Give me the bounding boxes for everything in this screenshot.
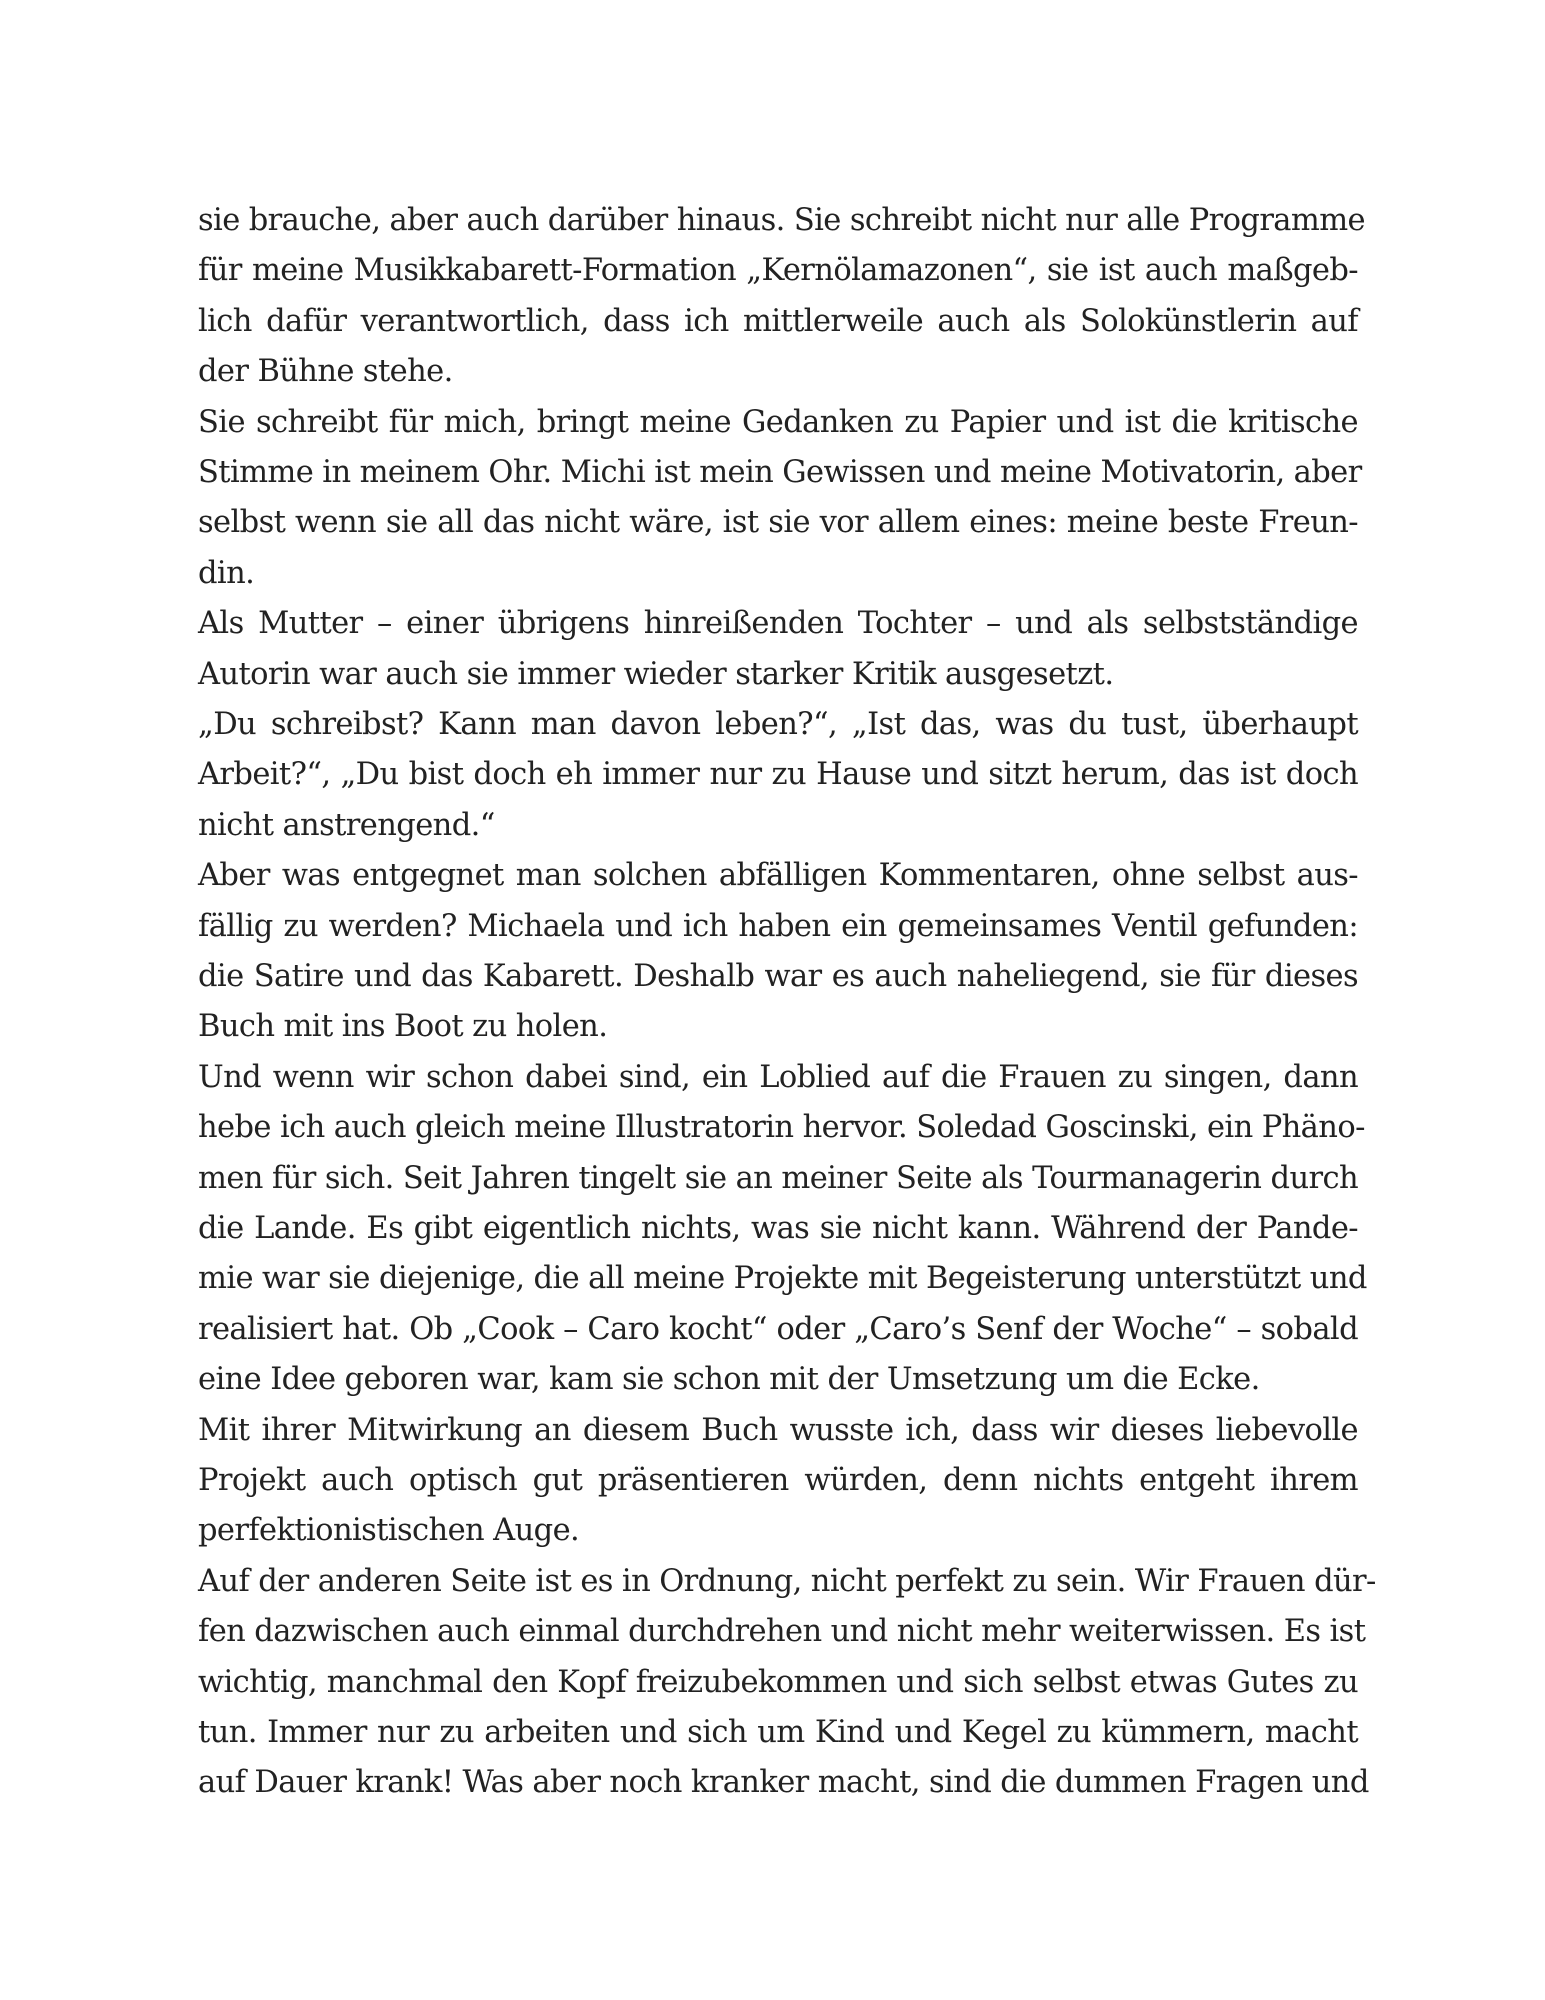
text-line: auf Dauer krank! Was aber noch kranker macht, sind die dummen Fragen und xyxy=(198,1765,1369,1801)
text-line: Aber was entgegnet man solchen abfälligen Kommentaren, ohne selbst aus- xyxy=(198,858,1358,894)
text-line: eine Idee geboren war, kam sie schon mit der Umsetzung um die Ecke. xyxy=(198,1362,1260,1398)
text-line: din. xyxy=(198,555,255,591)
text-line: selbst wenn sie all das nicht wäre, ist sie vor allem eines: meine beste Freun- xyxy=(198,505,1358,541)
text-line: men für sich. Seit Jahren tingelt sie an meiner Seite als Tourmanagerin durch xyxy=(198,1160,1358,1196)
text-line: Und wenn wir schon dabei sind, ein Loblied auf die Frauen zu singen, dann xyxy=(198,1059,1358,1095)
text-line: lich dafür verantwortlich, dass ich mittlerweile auch als Solokünstlerin auf xyxy=(198,303,1358,339)
text-line: tun. Immer nur zu arbeiten und sich um Kind und Kegel zu kümmern, macht xyxy=(198,1715,1358,1750)
text-line: Stimme in meinem Ohr. Michi ist mein Gewissen und meine Motivatorin, aber xyxy=(198,455,1362,490)
text-line: die Satire und das Kabarett. Deshalb war es auch naheliegend, sie für dieses xyxy=(198,959,1358,994)
text-line: mie war sie diejenige, die all meine Projekte mit Begeisterung unterstützt und xyxy=(198,1261,1367,1297)
text-line: wichtig, manchmal den Kopf freizubekommen und sich selbst etwas Gutes zu xyxy=(198,1664,1358,1700)
text-line: Als Mutter – einer übrigens hinreißenden Tochter – und als selbstständige xyxy=(198,606,1358,642)
text-line: Projekt auch optisch gut präsentieren würden, denn nichts entgeht ihrem xyxy=(198,1463,1358,1498)
text-line: sie brauche, aber auch darüber hinaus. Sie schreibt nicht nur alle Programme xyxy=(198,203,1365,238)
text-line: hebe ich auch gleich meine Illustratorin hervor. Soledad Goscinski, ein Phäno- xyxy=(198,1110,1365,1146)
text-line: Sie schreibt für mich, bringt meine Gedanken zu Papier und ist die kritische xyxy=(198,404,1358,440)
text-line: realisiert hat. Ob „Cook – Caro kocht“ oder „Caro’s Senf der Woche“ – sobald xyxy=(198,1311,1358,1347)
text-line: Auf der anderen Seite ist es in Ordnung, nicht perfekt zu sein. Wir Frauen dür- xyxy=(198,1563,1376,1599)
text-line: Buch mit ins Boot zu holen. xyxy=(198,1009,608,1045)
text-line: perfektionistischen Auge. xyxy=(198,1513,580,1549)
text-line: „Du schreibst? Kann man davon leben?“, „Ist das, was du tust, überhaupt xyxy=(198,707,1358,742)
text-line: Arbeit?“, „Du bist doch eh immer nur zu Hause und sitzt herum, das ist doch xyxy=(198,757,1358,793)
text-line: die Lande. Es gibt eigentlich nichts, was sie nicht kann. Während der Pande- xyxy=(198,1211,1358,1246)
text-line: fen dazwischen auch einmal durchdrehen und nicht mehr weiterwissen. Es ist xyxy=(198,1614,1366,1650)
text-line: fällig zu werden? Michaela und ich haben ein gemeinsames Ventil gefunden: xyxy=(198,908,1358,944)
text-line: nicht anstrengend.“ xyxy=(198,807,495,843)
text-line: der Bühne stehe. xyxy=(198,354,453,390)
text-line: Autorin war auch sie immer wieder starker Kritik ausgesetzt. xyxy=(198,656,1114,692)
text-line: Mit ihrer Mitwirkung an diesem Buch wusste ich, dass wir dieses liebevolle xyxy=(198,1412,1358,1448)
text-line: für meine Musikkabarett-Formation „Kernölamazonen“, sie ist auch maßgeb- xyxy=(198,253,1358,289)
